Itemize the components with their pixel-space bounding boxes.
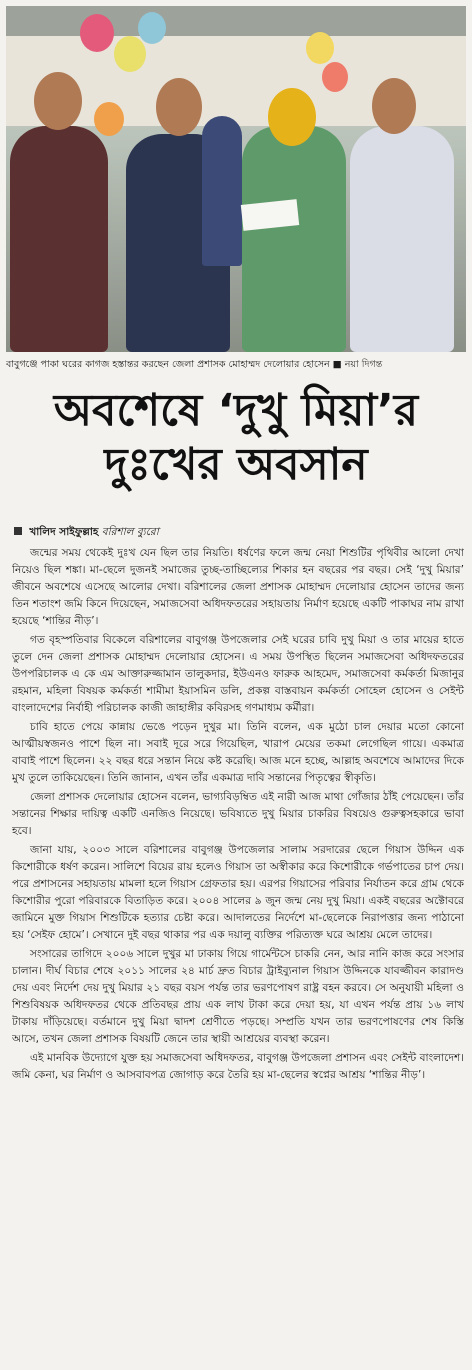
person-right bbox=[350, 126, 454, 352]
article-paragraph: চাবি হাতে পেয়ে কান্নায় ভেঙে পড়েন দুখুর মা। তিনি বলেন, এক মুঠো চাল দেয়ার মতো কোনো আত্মীয়স্বজনও পাশে ছিল না। সবাই দূরে সরে গিয়েছিল, খারাপ মেয়ের তকমা লেগেছিল গায়ে। একমাত্র বাবাই পাশে ছিলেন। ২২ বছর ধরে সন্তান নিয়ে কষ্ট করেছি। আজ মনে হচ্ছে, আল্লাহ অবশেষে আমাদের দিকে মুখ তুলে তাকিয়েছেন। তিনি জানান, এখন তাঁর একমাত্র দাবি সন্তানের পিতৃত্বের স্বীকৃতি। bbox=[12, 721, 464, 784]
person-left bbox=[10, 126, 108, 352]
article-paragraph: জেলা প্রশাসক দেলোয়ার হোসেন বলেন, ভাগ্যবিড়ম্বিত এই নারী আজ মাথা গোঁজার ঠাঁই পেয়েছেন। তাঁর সন্তানের শিক্ষার দায়িত্ব একটি এনজিও নিয়েছে। ভবিষ্যতে দুখু মিয়ার চাকরির বিষয়েও গুরুত্বসহকারে ভাবা হবে। bbox=[12, 791, 464, 837]
byline bbox=[14, 525, 464, 543]
person-right-head bbox=[372, 78, 416, 134]
byline-bullet-icon bbox=[14, 527, 22, 535]
balloon bbox=[322, 62, 348, 92]
article-body bbox=[12, 545, 464, 1365]
caption-text: বাবুগঞ্জে পাকা ঘরের কাগজ হস্তান্তর করছেন জেলা প্রশাসক মোহাম্মদ দেলোয়ার হোসেন bbox=[6, 359, 330, 370]
photo-roof bbox=[6, 6, 466, 36]
article-paragraph: জানা যায়, ২০০৩ সালে বরিশালের বাবুগঞ্জ উপজেলার সালাম সরদারের ছেলে গিয়াস উদ্দিন এক কিশোরীকে ধর্ষণ করেন। সালিশে বিয়ের রায় হলেও গিয়াস তা অস্বীকার করে কিশোরীকে গর্ভপাতের চাপ দেয়। পরে প্রশাসনের সহায়তায় মামলা হলে গিয়াস গ্রেফতার হয়। এরপর গিয়াসের পরিবার নির্যাতন করে গ্রাম থেকে কিশোরীর পুরো পরিবারকে বিতাড়িত করে। ২০০৪ সালের ৯ জুন জন্ম নেয় দুখু মিয়া। একই বছরের অক্টোবরে জামিনে মুক্ত গিয়াস শিশুটিকে হত্যার চেষ্টা করে। আদালতের নির্দেশে মা-ছেলেকে নিরাপত্তার জন্য পাঠানো হয় ‘সেইফ হোমে’। সেখানে দুই বছর থাকার পর এক দয়ালু ব্যক্তির পরিত্যক্ত ঘরে আশ্রয় মেলে তাদের। bbox=[12, 844, 464, 941]
headline-line-1: অবশেষে ‘দুখু মিয়া’র bbox=[53, 385, 419, 436]
person-back bbox=[202, 116, 242, 266]
balloon bbox=[306, 32, 334, 64]
balloon bbox=[138, 12, 166, 44]
photo-caption bbox=[6, 356, 466, 374]
article-paragraph: সংসারের তাগিদে ২০০৬ সালে দুখুর মা ঢাকায় গিয়ে গার্মেন্টসে চাকরি নেন, আর নানি কাজ করে সংসার চালান। দীর্ঘ বিচার শেষে ২০১১ সালের ২৪ মার্চ দ্রুত বিচার ট্রাইব্যুনাল গিয়াস উদ্দিনকে যাবজ্জীবন কারাদণ্ড দেয় এবং নির্দেশ দেয় দুখু মিয়ার ২১ বছর বয়স পর্যন্ত তার ভরণপোষণ রাষ্ট্র বহন করবে। সে অনুযায়ী মহিলা ও শিশুবিষয়ক অধিদফতর থেকে প্রতিবছর প্রায় এক লাখ টাকা করে দেয়া হয়, যা এখন পর্যন্ত প্রায় ১৬ লাখ টাকায় দাঁড়িয়েছে। বর্তমানে দুখু মিয়া দ্বাদশ শ্রেণীতে পড়ছে। সম্প্রতি যখন তার ভরণপোষণের শেষ কিস্তি আসে, তখন জেলা প্রশাসক বিষয়টি জেনে তার স্থায়ী আশ্রয়ের ব্যবস্থা করেন। bbox=[12, 948, 464, 1045]
balloon bbox=[80, 14, 114, 52]
news-photo bbox=[6, 6, 466, 352]
caption-separator: ■ bbox=[332, 359, 345, 370]
article-paragraph: গত বৃহস্পতিবার বিকেলে বরিশালের বাবুগঞ্জ উপজেলার সেই ঘরের চাবি দুখু মিয়া ও তার মায়ের হাতে তুলে দেন জেলা প্রশাসক মোহাম্মদ দেলোয়ার হোসেন। এ সময় উপস্থিত ছিলেন সমাজসেবা অধিদফতরের উপপরিচালক এ কে এম আক্তারুজ্জামান তালুকদার, ইউএনও ফারুক আহমেদ, সমাজসেবা কর্মকর্তা মিজানুর রহমান, মহিলা বিষয়ক কর্মকর্তা শামীমা ইয়াসমিন ডলি, প্রকল্প বাস্তবায়ন কর্মকর্তা সোহেল হোসেন ও সেইন্ট বাংলাদেশের নির্বাহী পরিচালক কাজী জাহাঙ্গীর কবিরসহ গণমাধ্যম কর্মীরা। bbox=[12, 634, 464, 714]
photo-credit: নয়া দিগন্ত bbox=[344, 359, 383, 370]
article-paragraph: এই মানবিক উদ্যোগে যুক্ত হয় সমাজসেবা অধিদফতর, বাবুগঞ্জ উপজেলা প্রশাসন এবং সেইন্ট বাংলাদেশ। জমি কেনা, ঘর নির্মাণ ও আসবাবপত্র জোগাড় করে তৈরি হয় মা-ছেলের স্বপ্নের আশ্রয় ‘শান্তির নীড়’। bbox=[12, 1052, 464, 1081]
person-woman bbox=[242, 126, 346, 352]
person-dc-head bbox=[156, 78, 202, 136]
byline-desk: বরিশাল ব্যুরো bbox=[101, 526, 159, 538]
person-left-head bbox=[34, 72, 82, 130]
byline-author: খালিদ সাইফুল্লাহ bbox=[29, 526, 99, 538]
headline bbox=[6, 384, 466, 492]
person-woman-head bbox=[268, 88, 316, 146]
balloon bbox=[94, 102, 124, 136]
headline-line-2: দুঃখের অবসান bbox=[104, 439, 368, 490]
balloon bbox=[114, 36, 146, 72]
article-paragraph: জন্মের সময় থেকেই দুঃখ যেন ছিল তার নিয়তি। ধর্ষণের ফলে জন্ম নেয়া শিশুটির পৃথিবীর আলো দেখা নিয়েও ছিল শঙ্কা। মা-ছেলে দুজনই সমাজের তুচ্ছ-তাচ্ছিল্যের শিকার হন বছরের পর বছর। সেই ‘দুখু মিয়ার’ জীবনে অবশেষে এসেছে আলোর দেখা। বরিশালের জেলা প্রশাসক মোহাম্মদ দেলোয়ার হোসেন তাদের জন্য তিন শতাংশ জমি কিনে দিয়েছেন, সমাজসেবা অধিদফতরের সহায়তায় নির্মাণ হয়েছে একটি পাকাঘর নাম রাখা হয়েছে ‘শান্তির নীড়’। bbox=[12, 547, 464, 627]
